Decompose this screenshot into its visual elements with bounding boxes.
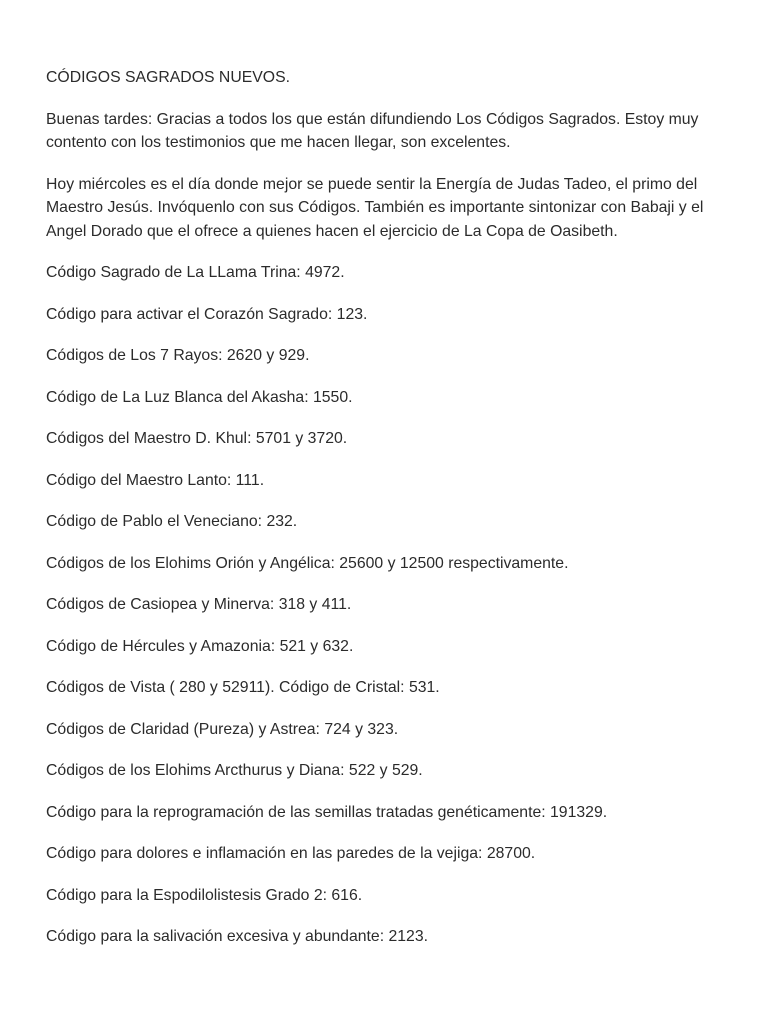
code-line: Código de La Luz Blanca del Akasha: 1550.: [46, 388, 353, 406]
code-line: Códigos de Claridad (Pureza) y Astrea: 724 y 323.: [46, 720, 399, 738]
code-line: Código para la salivación excesiva y abundante: 2123.: [46, 928, 429, 945]
code-line: Código de Pablo el Veneciano: 232.: [46, 513, 298, 530]
code-line: Códigos de los Elohims Arcthurus y Diana: 522 y 529.: [46, 762, 423, 779]
code-line: Códigos del Maestro D. Khul: 5701 y 3720.: [46, 430, 348, 447]
document-body: [46, 66, 736, 967]
judas-tadeo-paragraph: Hoy miércoles es el día donde mejor se puede sentir la Energía de Judas Tadeo, el primo del Maestro Jesús. Invóquenlo con sus Códigos. También es importante sintonizar con Babaji y el Angel Dorado que el ofrece a quienes hacen el ejercicio de La Copa de Oasibeth.: [46, 175, 704, 240]
code-line: Códigos de los Elohims Orión y Angélica: 25600 y 12500 respectivamente.: [46, 554, 569, 572]
code-line: Código para activar el Corazón Sagrado: 123.: [46, 305, 368, 323]
code-line: Códigos de Vista ( 280 y 52911). Código de Cristal: 531.: [46, 679, 440, 696]
code-line: Código para dolores e inflamación en las paredes de la vejiga: 28700.: [46, 845, 536, 862]
code-line: Códigos de Los 7 Rayos: 2620 y 929.: [46, 347, 310, 364]
code-line: Código para la reprogramación de las semillas tratadas genéticamente: 191329.: [46, 803, 608, 821]
intro-paragraph: Buenas tardes: Gracias a todos los que están difundiendo Los Códigos Sagrados. Estoy muy contento con los testimonios que me hacen llegar, son excelentes.: [46, 110, 699, 151]
code-line: Código para la Espodilolistesis Grado 2: 616.: [46, 886, 363, 904]
document-title: CÓDIGOS SAGRADOS NUEVOS.: [46, 69, 291, 86]
code-line: Código Sagrado de La LLama Trina: 4972.: [46, 264, 345, 281]
code-line: Código de Hércules y Amazonia: 521 y 632.: [46, 637, 354, 655]
code-line: Código del Maestro Lanto: 111.: [46, 471, 265, 489]
code-line: Códigos de Casiopea y Minerva: 318 y 411.: [46, 596, 352, 613]
